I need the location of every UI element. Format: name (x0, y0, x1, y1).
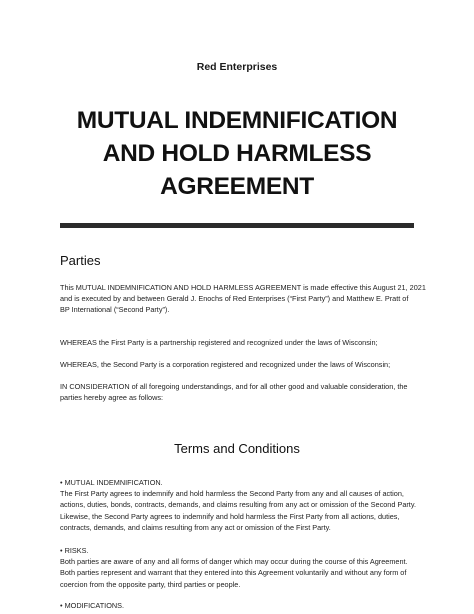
title-line: AGREEMENT (160, 173, 314, 200)
whereas-second-paragraph (60, 359, 420, 370)
paragraph-line: coercion from the opposite party, third parties or people. (60, 579, 241, 589)
parties-paragraph (60, 282, 426, 316)
parties-heading: Parties (60, 253, 101, 268)
modifications-clause (60, 600, 420, 611)
clause-title: • MODIFICATIONS. (60, 601, 125, 610)
title-divider (60, 223, 414, 228)
clause-title: • MUTUAL INDEMNIFICATION. (60, 478, 163, 487)
terms-heading: Terms and Conditions (174, 441, 300, 456)
whereas-first-paragraph (60, 337, 420, 348)
title-line: AND HOLD HARMLESS (102, 140, 372, 167)
paragraph-line: actions, duties, bonds, contracts, demands, and claims resulting from any act or omission of the Second Party. (60, 500, 416, 510)
clause-title: • RISKS. (60, 546, 89, 555)
paragraph-line: Both parties represent and warrant that they entered into this Agreement voluntarily and without any form of (60, 568, 407, 578)
paragraph-line: Likewise, the Second Party agrees to indemnify and hold harmless the First Party from all actions, duties, (60, 511, 400, 521)
paragraph-line: IN CONSIDERATION of all foregoing understandings, and for all other good and valuable consideration, the (60, 382, 408, 391)
title-line: MUTUAL INDEMNIFICATION (76, 107, 398, 134)
mutual-indemnification-clause (60, 477, 420, 533)
company-name: Red Enterprises (196, 61, 278, 73)
risks-clause (60, 545, 420, 590)
paragraph-line: Both parties are aware of any and all forms of danger which may occur during the course of this Agreement. (60, 557, 408, 567)
paragraph-line: WHEREAS, the Second Party is a corporation registered and recognized under the laws of Wisconsin; (60, 360, 391, 369)
paragraph-line: This MUTUAL INDEMNIFICATION AND HOLD HARMLESS AGREEMENT is made effective this August 21, 2021 (60, 283, 426, 292)
paragraph-line: and is executed by and between Gerald J. Enochs of Red Enterprises (“First Party”) and Matthew E. Pratt of (60, 294, 409, 304)
paragraph-line: WHEREAS the First Party is a partnership registered and recognized under the laws of Wisconsin; (60, 338, 378, 347)
paragraph-line: The First Party agrees to indemnify and hold harmless the Second Party from any and all causes of action, (60, 489, 404, 499)
consideration-paragraph (60, 381, 420, 403)
paragraph-line: BP International (“Second Party”). (60, 305, 170, 315)
paragraph-line: parties hereby agree as follows: (60, 393, 164, 403)
document-title (40, 104, 434, 203)
paragraph-line: contracts, demands, and claims resulting from any act or omission of the First Party. (60, 522, 331, 532)
